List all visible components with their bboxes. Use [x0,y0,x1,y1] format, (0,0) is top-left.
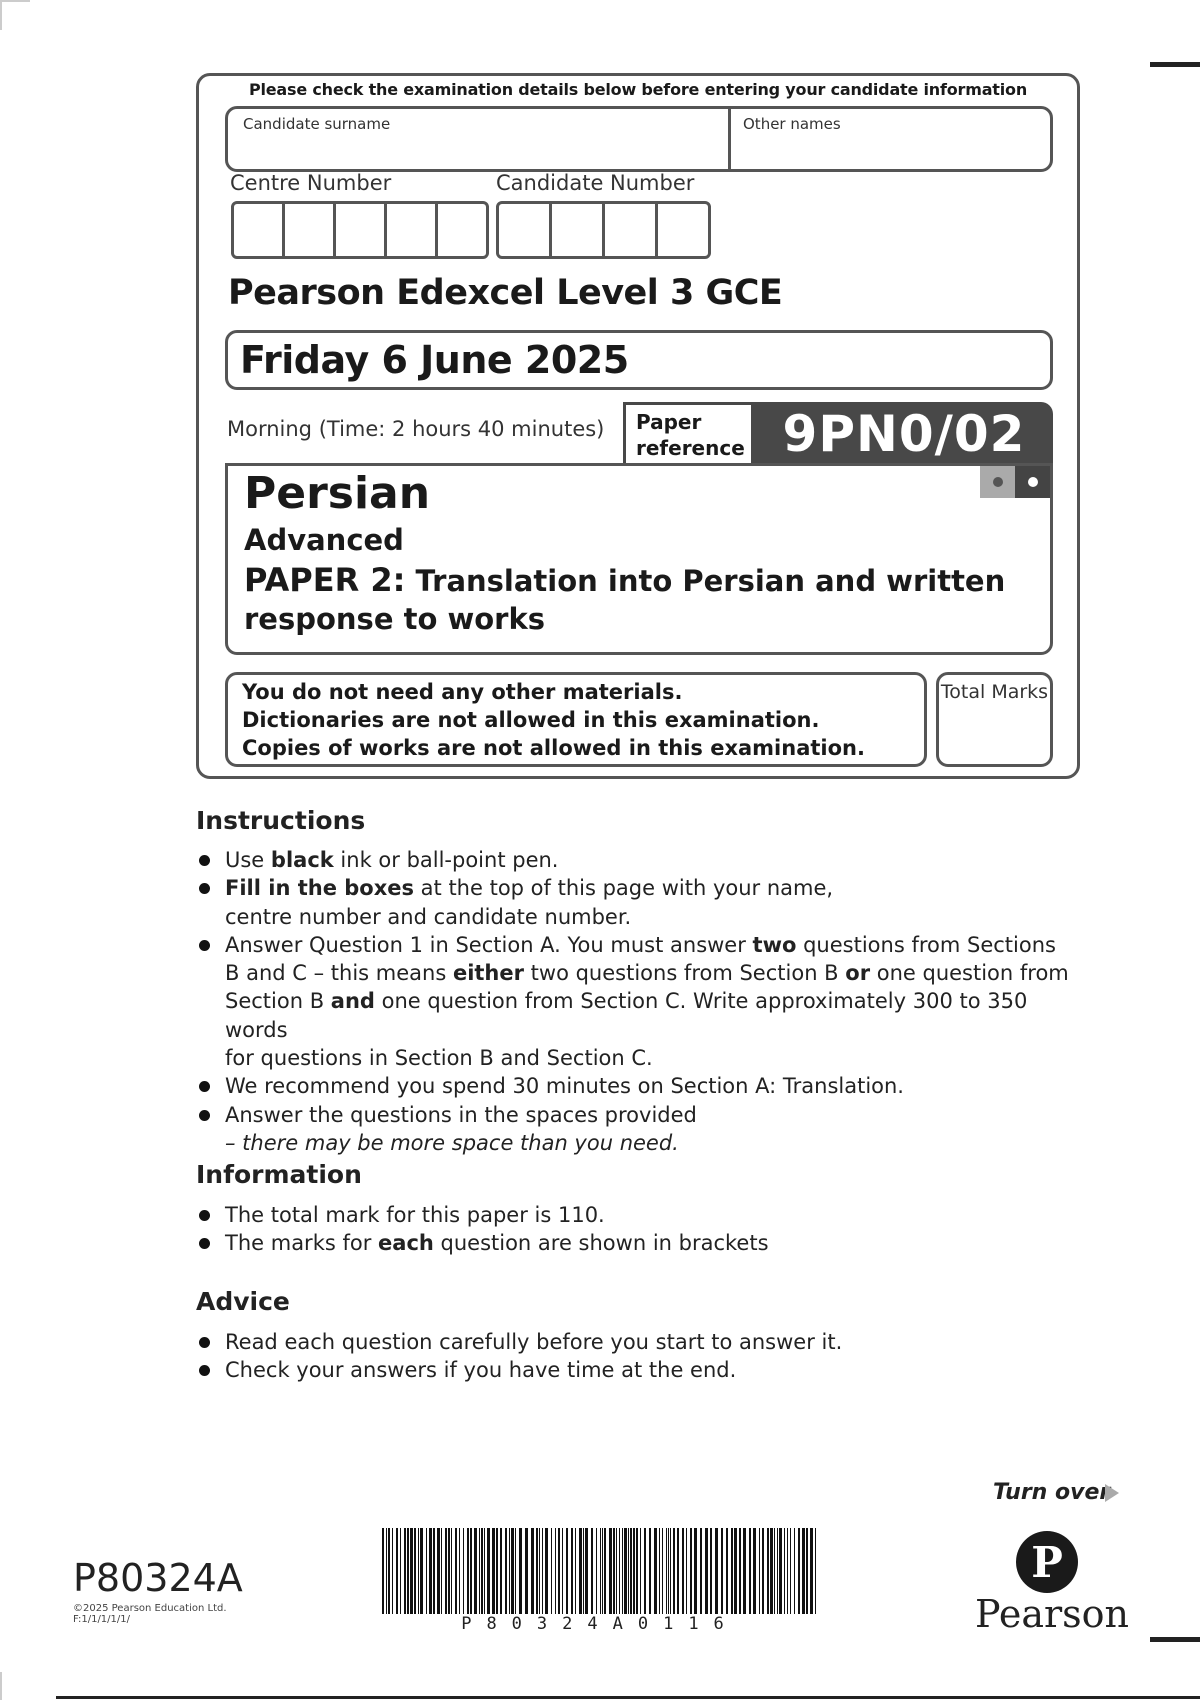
information-list [196,1201,1096,1258]
barcode-bar [525,1528,528,1614]
barcode-bar [759,1528,760,1614]
barcode-bar [484,1528,485,1614]
materials-line: Copies of works are not allowed in this examination. [242,736,865,760]
barcode-bar [404,1528,406,1614]
materials-line: You do not need any other materials. [242,680,683,704]
copyright: ©2025 Pearson Education Ltd. F:1/1/1/1/1/ [73,1603,227,1625]
pearson-logo-icon [1015,1530,1079,1594]
barcode-bar [774,1528,775,1614]
barcode-bar [420,1528,423,1614]
barcode-bar [455,1528,457,1614]
pearson-logo-letter: P [1031,1538,1063,1587]
barcode-bar [496,1528,498,1614]
digit-cell[interactable] [336,204,387,256]
barcode-bar [505,1528,507,1614]
barcode-bar [396,1528,398,1614]
barcode-bar [715,1528,718,1614]
digit-cell[interactable] [387,204,438,256]
barcode-bar [686,1528,687,1614]
barcode-bar [463,1528,464,1614]
barcode-bar [700,1528,702,1614]
barcode-bar [666,1528,667,1614]
barcode-bar [624,1528,627,1614]
barcode-bar [487,1528,490,1614]
barcode-bar [509,1528,510,1614]
digit-cell[interactable] [234,204,285,256]
play-triangle-icon [1105,1484,1119,1502]
barcode-bar [539,1528,540,1614]
digit-cell[interactable] [658,204,708,256]
list-item: The total mark for this paper is 110. [196,1201,1096,1229]
barcode-bar [479,1528,480,1614]
information-heading: Information [196,1160,362,1189]
barcode-bar [609,1528,612,1614]
barcode-bar [668,1528,669,1614]
barcode-bar [418,1528,419,1614]
barcode-bar [591,1528,593,1614]
barcode-bar [767,1528,769,1614]
barcode-bar [386,1528,387,1614]
barcode-bar [536,1528,538,1614]
barcode-bar [794,1528,795,1614]
barcode-bar [481,1528,483,1614]
exam-date: Friday 6 June 2025 [240,338,629,382]
barcode-bar [633,1528,635,1614]
barcode-bar [566,1528,568,1614]
barcode-bar [802,1528,805,1614]
advice-list [196,1328,1096,1385]
barcode-bar [787,1528,788,1614]
digit-cell[interactable] [285,204,336,256]
barcode-bar [515,1528,516,1614]
barcode-bar [622,1528,623,1614]
barcode-number: P80324A0116 [461,1614,739,1634]
barcode-bar [619,1528,620,1614]
bottom-rule [56,1696,1200,1699]
barcode-bar [392,1528,393,1614]
list-item: Read each question carefully before you start to answer it. [196,1328,1096,1356]
barcode-bar [492,1528,495,1614]
barcode-bar [705,1528,708,1614]
barcode-bar [670,1528,671,1614]
check-details-note: Please check the examination details below before entering your candidate information [248,80,1028,99]
list-item: Answer Question 1 in Section A. You must answer two questions from Sections B and C – this means either two questions from Section B or one question from Section B and one question from Section C. Write approximately 300 to 350 words for questions in Section B and Section C. [196,931,1096,1072]
barcode-bar [721,1528,723,1614]
barcode-bar [636,1528,638,1614]
materials-line: Dictionaries are not allowed in this examination. [242,708,820,732]
barcode-bar [571,1528,573,1614]
instructions-heading: Instructions [196,806,366,835]
barcode-bar [426,1528,427,1614]
barcode-bar [555,1528,556,1614]
barcode-bar [583,1528,584,1614]
list-item: Fill in the boxes at the top of this page with your name, centre number and candidate number. [196,874,1096,931]
barcode-bar [433,1528,435,1614]
barcode-bar [437,1528,440,1614]
list-item: The marks for each question are shown in brackets [196,1229,1096,1257]
total-marks-label: Total Marks [940,681,1049,703]
barcode-bar [429,1528,432,1614]
barcode-bar [545,1528,548,1614]
exam-date-box [225,330,1053,390]
barcode-bar [739,1528,741,1614]
name-divider [728,109,731,169]
barcode-bar [558,1528,560,1614]
barcode-bar [798,1528,800,1614]
other-names-label: Other names [743,115,841,133]
barcode-bar [531,1528,534,1614]
barcode-bar [630,1528,632,1614]
instructions-list [196,846,1096,1157]
barcode-icon [380,1528,820,1614]
paper-code: P80324A [73,1556,243,1600]
paper-reference-label: Paper reference [626,405,751,463]
list-item: Answer the questions in the spaces provided – there may be more space than you need. [196,1101,1096,1158]
barcode-bar [579,1528,582,1614]
barcode-bar [474,1528,477,1614]
barcode-bar [762,1528,764,1614]
barcode-bar [441,1528,442,1614]
barcode-bar [734,1528,737,1614]
exam-board: Pearson Edexcel Level 3 GCE [228,273,783,313]
barcode-bar [673,1528,675,1614]
barcode-bar [604,1528,606,1614]
barcode-bar [694,1528,697,1614]
barcode-bar [682,1528,684,1614]
barcode-bar [790,1528,791,1614]
barcode-bar [654,1528,657,1614]
barcode-bar [414,1528,416,1614]
barcode-bar [649,1528,651,1614]
pearson-wordmark: Pearson [975,1592,1130,1636]
digit-cell[interactable] [438,204,486,256]
barcode-bar [562,1528,563,1614]
list-item: Use black ink or ball-point pen. [196,846,1096,874]
paper-title: PAPER 2: Translation into Persian and written response to works [244,561,1006,636]
barcode-bar [445,1528,447,1614]
barcode-bar [613,1528,615,1614]
barcode-bar [779,1528,782,1614]
barcode-bar [726,1528,728,1614]
paper-reference-code: 9PN0/02 [782,405,1026,463]
barcode-bar [551,1528,552,1614]
barcode-bar [743,1528,746,1614]
barcode-bar [470,1528,472,1614]
barcode-bar [644,1528,646,1614]
barcode-bar [382,1528,384,1614]
centre-number-boxes[interactable] [231,201,489,259]
barcode-bar [784,1528,785,1614]
barcode-bar [677,1528,679,1614]
barcode-bar [815,1528,816,1614]
barcode-bar [662,1528,663,1614]
paper-reference-box [623,402,1053,466]
candidate-name-box[interactable] [225,106,1053,172]
barcode-bar [459,1528,460,1614]
barcode-bar [602,1528,603,1614]
exam-session: Morning (Time: 2 hours 40 minutes) [227,417,605,441]
digit-cell[interactable] [552,204,605,256]
barcode-bar [628,1528,629,1614]
barcode-bar [410,1528,413,1614]
barcode-bar [451,1528,452,1614]
registration-mark-bottom-right [1150,1637,1200,1642]
turn-over-label: Turn over [993,1480,1111,1505]
list-item: We recommend you spend 30 minutes on Section A: Translation. [196,1072,1096,1100]
materials-box [225,672,927,767]
barcode-bar [596,1528,597,1614]
barcode-bar [616,1528,617,1614]
digit-cell[interactable] [605,204,658,256]
barcode-bar [753,1528,756,1614]
barcode-bar [749,1528,751,1614]
barcode-bar [500,1528,502,1614]
barcode-bar [600,1528,601,1614]
barcode-bar [659,1528,660,1614]
barcode-bar [448,1528,450,1614]
corner-mark-bottom-left [0,1672,2,1700]
barcode-bar [640,1528,641,1614]
barcode-bar [690,1528,692,1614]
barcode-bar [388,1528,390,1614]
barcode-bar [407,1528,409,1614]
barcode-bar [575,1528,576,1614]
corner-mark-top-left-h [0,0,30,2]
subject-title: Persian [244,468,431,519]
barcode-bar [731,1528,733,1614]
list-item: Check your answers if you have time at the end. [196,1356,1096,1384]
surname-label: Candidate surname [243,115,391,133]
barcode-bar [519,1528,522,1614]
barcode-bar [585,1528,588,1614]
barcode-bar [467,1528,469,1614]
candidate-number-boxes[interactable] [496,201,711,259]
candidate-number-label: Candidate Number [496,171,695,195]
centre-number-label: Centre Number [230,171,392,195]
corner-mark-top-left-v [0,0,2,30]
barcode-bar [542,1528,543,1614]
level: Advanced [244,523,404,557]
barcode-bar [400,1528,401,1614]
barcode-bar [511,1528,514,1614]
total-marks-box[interactable] [936,672,1053,767]
advice-heading: Advice [196,1287,290,1316]
barcode-bar [710,1528,712,1614]
barcode-bar [770,1528,773,1614]
barcode-bar [810,1528,813,1614]
barcode-bar [806,1528,808,1614]
dot-strip [980,466,1050,498]
registration-mark-top-right [1150,62,1200,67]
barcode-bar [777,1528,778,1614]
digit-cell[interactable] [499,204,552,256]
